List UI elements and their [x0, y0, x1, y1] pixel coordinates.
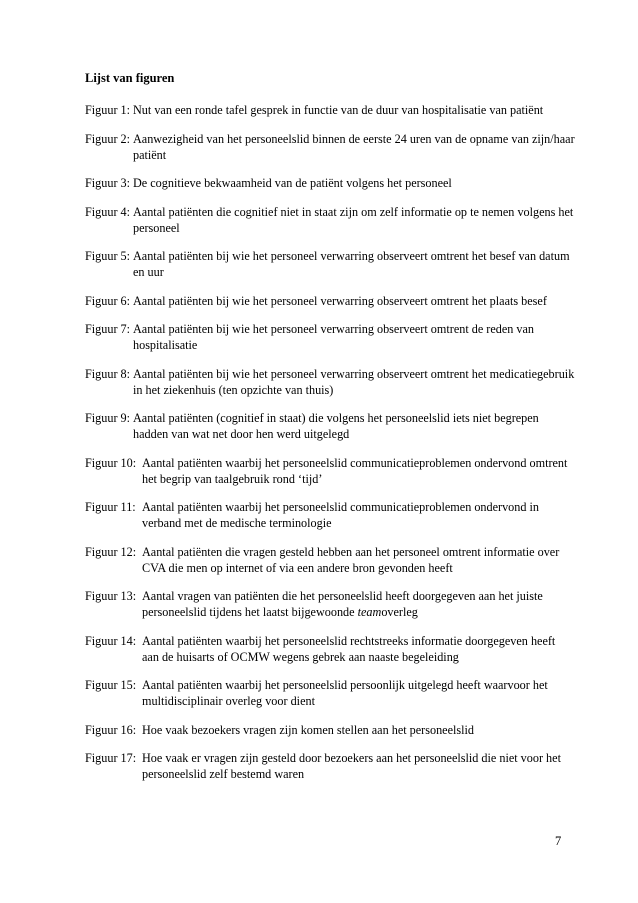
figure-title: [133, 204, 575, 236]
figure-entry: [85, 722, 575, 738]
figure-entry: [85, 677, 575, 709]
figure-title: [142, 499, 575, 531]
figure-entry: [85, 588, 575, 620]
figure-title-text: Aantal patiënten die vragen gesteld hebben aan het personeel omtrent informatie over CVA die men op internet of via een andere bron gevonden heeft: [142, 544, 560, 575]
figure-label: Figuur 4:: [85, 204, 131, 219]
figure-title: [142, 722, 575, 738]
figure-title: [142, 750, 575, 782]
figure-label: Figuur 9:: [85, 411, 131, 425]
figure-title-text: Nut van een ronde tafel gesprek in functie van de duur van hospitalisatie van patiënt: [133, 103, 544, 117]
figure-label: Figuur 15:: [85, 678, 137, 692]
figure-title: [133, 410, 575, 442]
figure-list: [85, 102, 575, 795]
figure-label: Figuur 8:: [85, 366, 131, 381]
figure-title-text: Aanwezigheid van het personeelslid binnen de eerste 24 uren van de opname van zijn/haar patiënt: [133, 131, 575, 162]
figure-label: Figuur 16:: [85, 722, 137, 737]
figure-label: Figuur 7:: [85, 322, 131, 336]
figure-title-text: Aantal vragen van patiënten die het personeelslid heeft doorgegeven aan het juiste personeelslid tijdens het laatst bijgewoonde: [142, 589, 543, 619]
figure-label: Figuur 5:: [85, 249, 131, 263]
figure-entry: [85, 455, 575, 487]
figure-title-text: De cognitieve bekwaamheid van de patiënt volgens het personeel: [133, 176, 452, 190]
figure-label: Figuur 11:: [85, 500, 136, 514]
figure-title-text: Aantal patiënten (cognitief in staat) die volgens het personeelslid iets niet begrepen hadden van wat net door hen werd uitgelegd: [133, 411, 539, 441]
figure-label: Figuur 10:: [85, 455, 137, 470]
figure-title: [142, 633, 575, 665]
figure-title: [133, 366, 575, 398]
page-number: 7: [555, 834, 562, 848]
figure-entry: [85, 293, 575, 309]
figure-title: [133, 102, 575, 118]
figure-title: [142, 677, 575, 709]
figure-title-text: Aantal patiënten waarbij het personeelslid persoonlijk uitgelegd heeft waarvoor het multidisciplinair overleg voor dient: [142, 678, 548, 708]
figure-entry: [85, 499, 575, 531]
figure-entry: [85, 750, 575, 782]
figure-entry: [85, 102, 575, 118]
figure-label: Figuur 14:: [85, 633, 137, 648]
figure-title-text: Aantal patiënten bij wie het personeel verwarring observeert omtrent het medicatiegebruik in het ziekenhuis (ten opzichte van thuis): [133, 366, 575, 397]
figure-label: Figuur 6:: [85, 293, 131, 308]
figure-title-text: Aantal patiënten bij wie het personeel verwarring observeert omtrent het besef van datum en uur: [133, 249, 570, 279]
figure-title: [142, 455, 575, 487]
figure-label: Figuur 17:: [85, 751, 137, 765]
figure-title: [133, 131, 575, 163]
figure-title-text-end: overleg: [381, 605, 418, 619]
figure-label: Figuur 1:: [85, 103, 131, 117]
figure-title-text: Aantal patiënten waarbij het personeelslid rechtstreeks informatie doorgegeven heeft aan de huisarts of OCMW wegens gebrek aan naaste begeleiding: [142, 633, 556, 664]
figure-label: Figuur 2:: [85, 131, 131, 146]
figure-entry: [85, 248, 575, 280]
figure-title-emphasis: team: [357, 605, 382, 619]
figure-title-text: Aantal patiënten waarbij het personeelslid communicatieproblemen ondervond in verband met de medische terminologie: [142, 500, 539, 530]
figure-title-text: Aantal patiënten bij wie het personeel verwarring observeert omtrent de reden van hospitalisatie: [133, 322, 535, 352]
figure-entry: [85, 321, 575, 353]
figure-title-text: Aantal patiënten die cognitief niet in staat zijn om zelf informatie op te nemen volgens het personeel: [133, 204, 574, 235]
figure-entry: [85, 131, 575, 163]
figure-title: [142, 544, 575, 576]
page-heading: Lijst van figuren: [85, 71, 175, 85]
figure-entry: [85, 366, 575, 398]
figure-title: [133, 321, 575, 353]
figure-title-text: Aantal patiënten waarbij het personeelslid communicatieproblemen ondervond omtrent het begrip van taalgebruik rond ‘tijd’: [142, 455, 568, 486]
figure-title: [133, 293, 575, 309]
figure-entry: [85, 544, 575, 576]
figure-entry: [85, 204, 575, 236]
figure-title: [133, 248, 575, 280]
figure-entry: [85, 410, 575, 442]
figure-title: [133, 175, 575, 191]
figure-label: Figuur 12:: [85, 544, 137, 559]
figure-title-text: Aantal patiënten bij wie het personeel verwarring observeert omtrent het plaats besef: [133, 293, 547, 308]
figure-entry: [85, 175, 575, 191]
figure-title: [142, 588, 575, 620]
figure-title-text: Hoe vaak bezoekers vragen zijn komen stellen aan het personeelslid: [142, 722, 474, 737]
figure-entry: [85, 633, 575, 665]
figure-label: Figuur 13:: [85, 589, 137, 603]
figure-label: Figuur 3:: [85, 176, 131, 190]
figure-title-text: Hoe vaak er vragen zijn gesteld door bezoekers aan het personeelslid die niet voor het personeelslid zelf bestemd waren: [142, 751, 561, 781]
